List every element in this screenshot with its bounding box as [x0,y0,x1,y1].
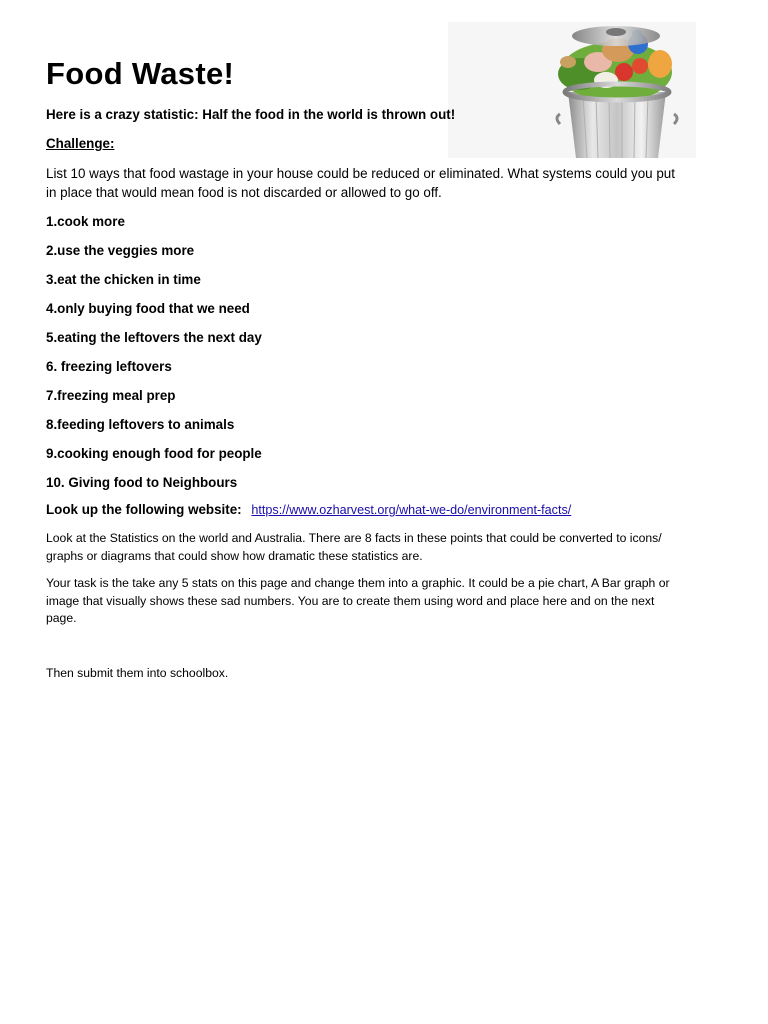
answer-item: 2.use the veggies more [46,243,195,258]
submit-paragraph: Then submit them into schoolbox. [46,666,229,680]
answer-item: 6. freezing leftovers [46,359,172,374]
statistics-paragraph: Look at the Statistics on the world and Australia. There are 8 facts in these points that could be converted to icons/ graphs or diagrams that could show how dramatic these statistics are. [46,531,662,563]
answer-item: 9.cooking enough food for people [46,446,262,461]
answer-item: 4.only buying food that we need [46,301,250,316]
answer-item: 1.cook more [46,214,125,229]
answer-item: 3.eat the chicken in time [46,272,201,287]
website-line [46,502,571,517]
ozharvest-link[interactable]: https://www.ozharvest.org/what-we-do/environment-facts/ [251,503,572,517]
intro-statistic: Here is a crazy statistic: Half the food in the world is thrown out! [46,107,456,122]
page-title: Food Waste! [46,56,235,91]
challenge-instructions: List 10 ways that food wastage in your house could be reduced or eliminated. What systems could you put in place that would mean food is not discarded or allowed to go off. [46,166,675,200]
answer-list [46,214,262,504]
challenge-heading: Challenge: [46,136,115,151]
answer-item: 7.freezing meal prep [46,388,176,403]
answer-item: 5.eating the leftovers the next day [46,330,262,345]
website-prompt: Look up the following website: [46,502,242,517]
answer-item: 10. Giving food to Neighbours [46,475,238,490]
task-paragraph: Your task is the take any 5 stats on this page and change them into a graphic. It could be a pie chart, A Bar graph or image that visually shows these sad numbers. You are to create them using word and place here and on the next page. [46,576,670,625]
trash-can-full-of-food-icon [448,22,696,158]
answer-item: 8.feeding leftovers to animals [46,417,235,432]
